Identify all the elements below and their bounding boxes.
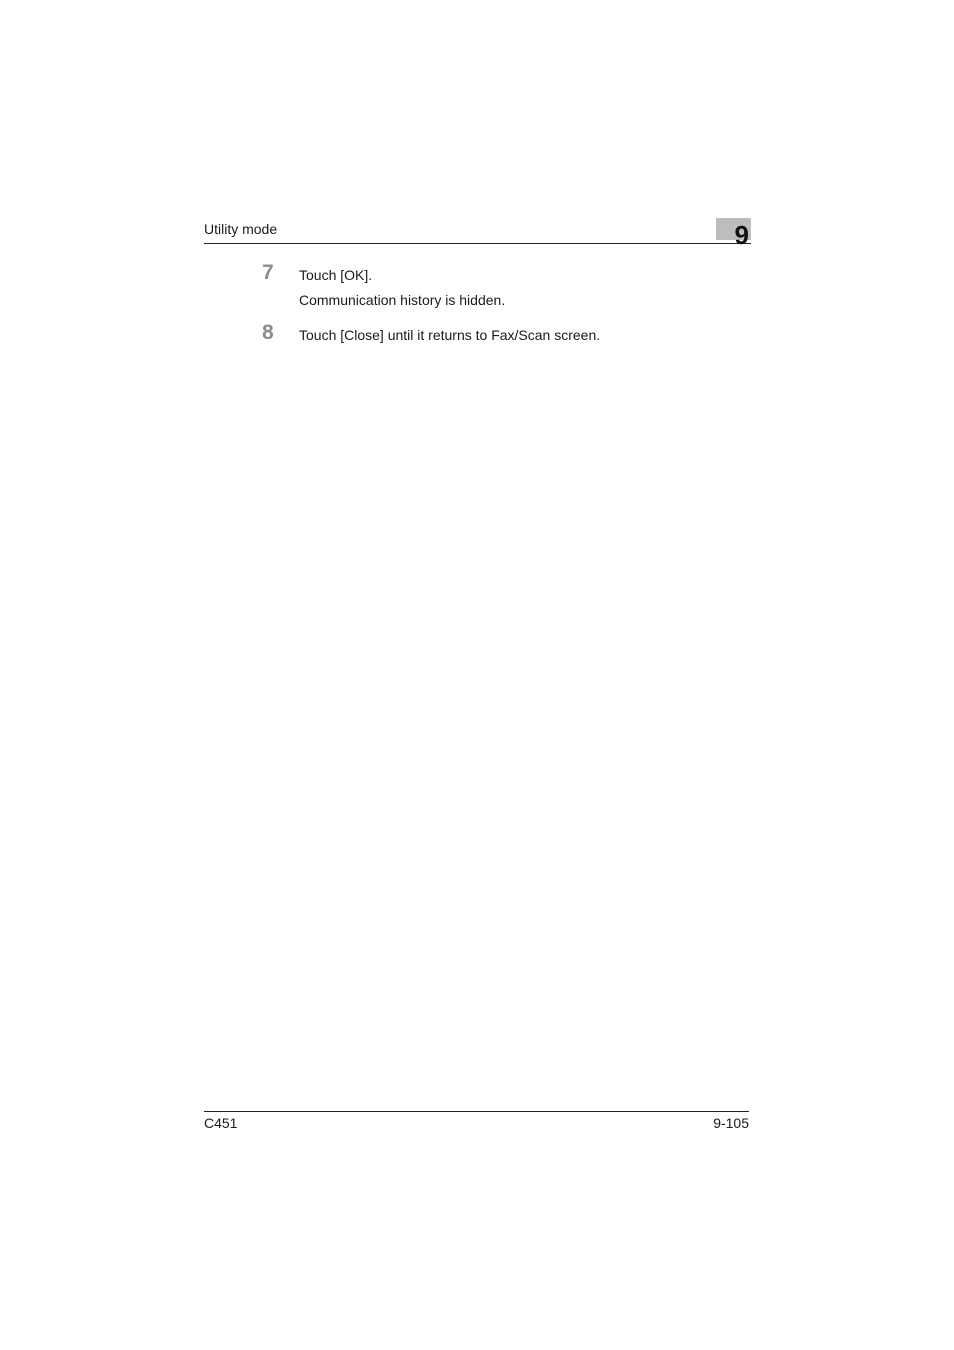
page-header: [204, 216, 751, 250]
step-number: 7: [262, 261, 274, 284]
chapter-tab: [716, 218, 751, 250]
step-result: Communication history is hidden.: [299, 292, 506, 308]
page-footer: [204, 1111, 749, 1134]
step-number: 8: [262, 321, 274, 344]
model-name: C451: [204, 1115, 238, 1131]
section-title: Utility mode: [204, 221, 278, 237]
step-instruction: Touch [Close] until it returns to Fax/Scan screen.: [299, 327, 601, 343]
step-instruction: Touch [OK].: [299, 267, 373, 283]
page-number: 9-105: [713, 1115, 749, 1131]
chapter-number: 9: [734, 220, 749, 250]
